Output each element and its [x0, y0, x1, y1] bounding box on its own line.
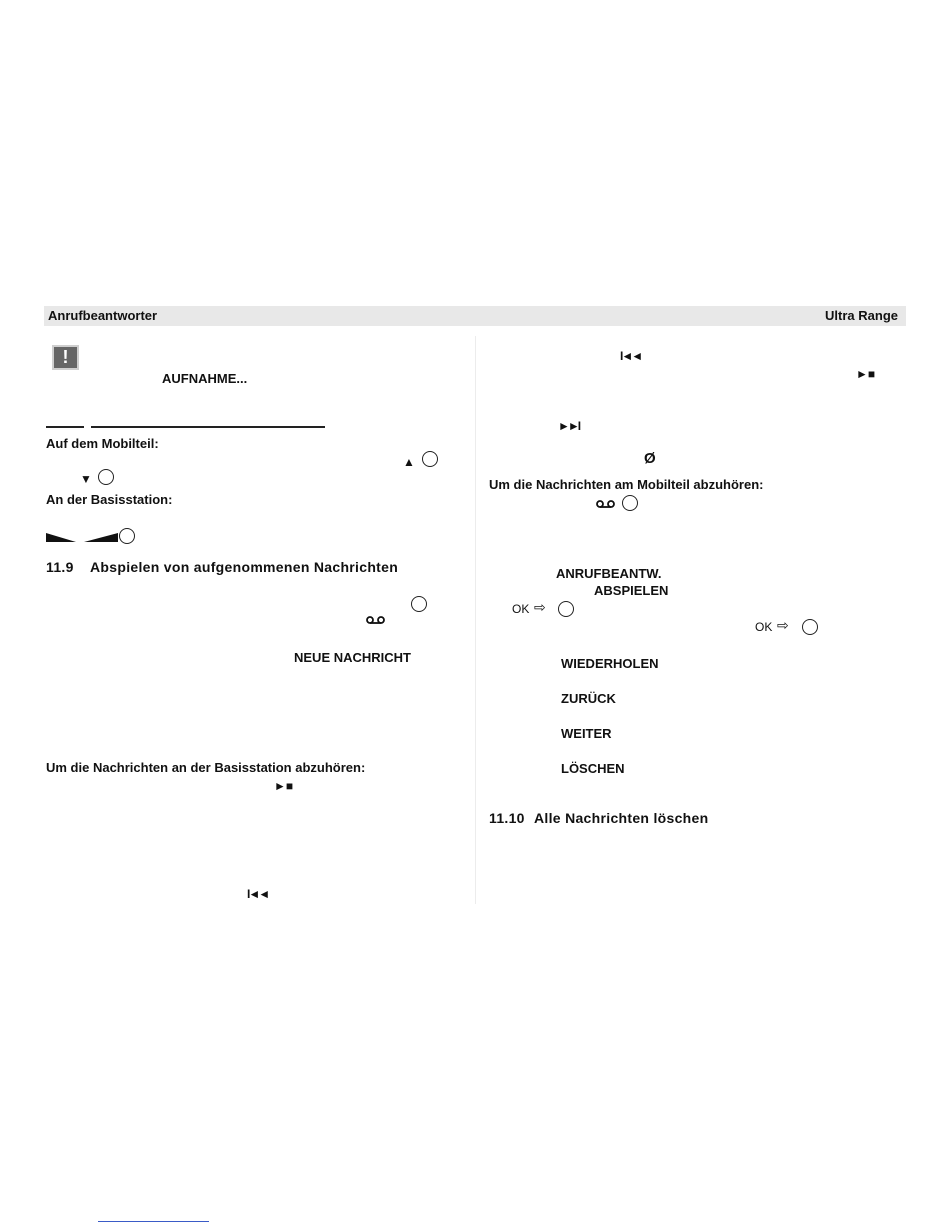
- option-weiter: WEITER: [561, 726, 612, 741]
- option-wiederholen: WIEDERHOLEN: [561, 656, 659, 671]
- down-key-button-icon: [98, 469, 114, 485]
- warning-icon: !: [52, 345, 79, 370]
- message-key-button-icon: [411, 596, 427, 612]
- mobil-listen-heading: Um die Nachrichten am Mobilteil abzuhören:: [489, 477, 764, 492]
- up-key-button-icon: [422, 451, 438, 467]
- volume-key-button-icon: [119, 528, 135, 544]
- skip-forward-icon: ►►I: [558, 419, 580, 433]
- skip-back-icon: I◄◄: [247, 887, 269, 901]
- option-loeschen: LÖSCHEN: [561, 761, 625, 776]
- basis-heading: An der Basisstation:: [46, 492, 173, 507]
- mobilteil-heading: Auf dem Mobilteil:: [46, 436, 159, 451]
- down-arrow-icon: ▼: [80, 472, 92, 486]
- voicemail-icon-right: [596, 500, 616, 510]
- basis-listen-heading: Um die Nachrichten an der Basisstation abzuhören:: [46, 760, 366, 775]
- menu-anrufbeantw: ANRUFBEANTW.: [556, 566, 662, 581]
- section-11-10-title: Alle Nachrichten löschen: [534, 810, 709, 826]
- blank-line-long: [91, 426, 325, 428]
- message-key-button-icon-right: [622, 495, 638, 511]
- option-zurueck: ZURÜCK: [561, 691, 616, 706]
- blank-line-short: [46, 426, 84, 428]
- up-arrow-icon: ▲: [403, 455, 415, 469]
- page-header: [44, 306, 906, 326]
- section-11-9-number: 11.9: [46, 559, 74, 575]
- column-divider: [475, 336, 476, 904]
- ok-key-button-icon-2: [802, 619, 818, 635]
- ok-key-button-icon-1: [558, 601, 574, 617]
- ok-arrow-icon-1: ⇨: [534, 599, 546, 615]
- delete-icon: Ø: [644, 450, 656, 467]
- section-11-9-title: Abspielen von aufgenommenen Nachrichten: [90, 559, 399, 575]
- ok-label-2: OK: [755, 620, 773, 634]
- menu-abspielen: ABSPIELEN: [594, 583, 669, 598]
- ok-label-1: OK: [512, 602, 530, 616]
- footer-link-underline: [98, 1221, 209, 1222]
- product-name: Ultra Range: [825, 308, 898, 323]
- skip-back-icon-right: I◄◄: [620, 349, 642, 363]
- chapter-title: Anrufbeantworter: [48, 308, 158, 323]
- aufnahme-label: AUFNAHME...: [162, 371, 248, 386]
- voicemail-icon: [366, 616, 386, 626]
- play-stop-icon-right: ►■: [856, 367, 876, 381]
- ok-arrow-icon-2: ⇨: [777, 617, 789, 633]
- section-11-10-number: 11.10: [489, 810, 525, 826]
- neue-nachricht-label: NEUE NACHRICHT: [294, 650, 411, 665]
- play-stop-icon: ►■: [274, 779, 294, 793]
- volume-down-up-icon: [46, 530, 122, 544]
